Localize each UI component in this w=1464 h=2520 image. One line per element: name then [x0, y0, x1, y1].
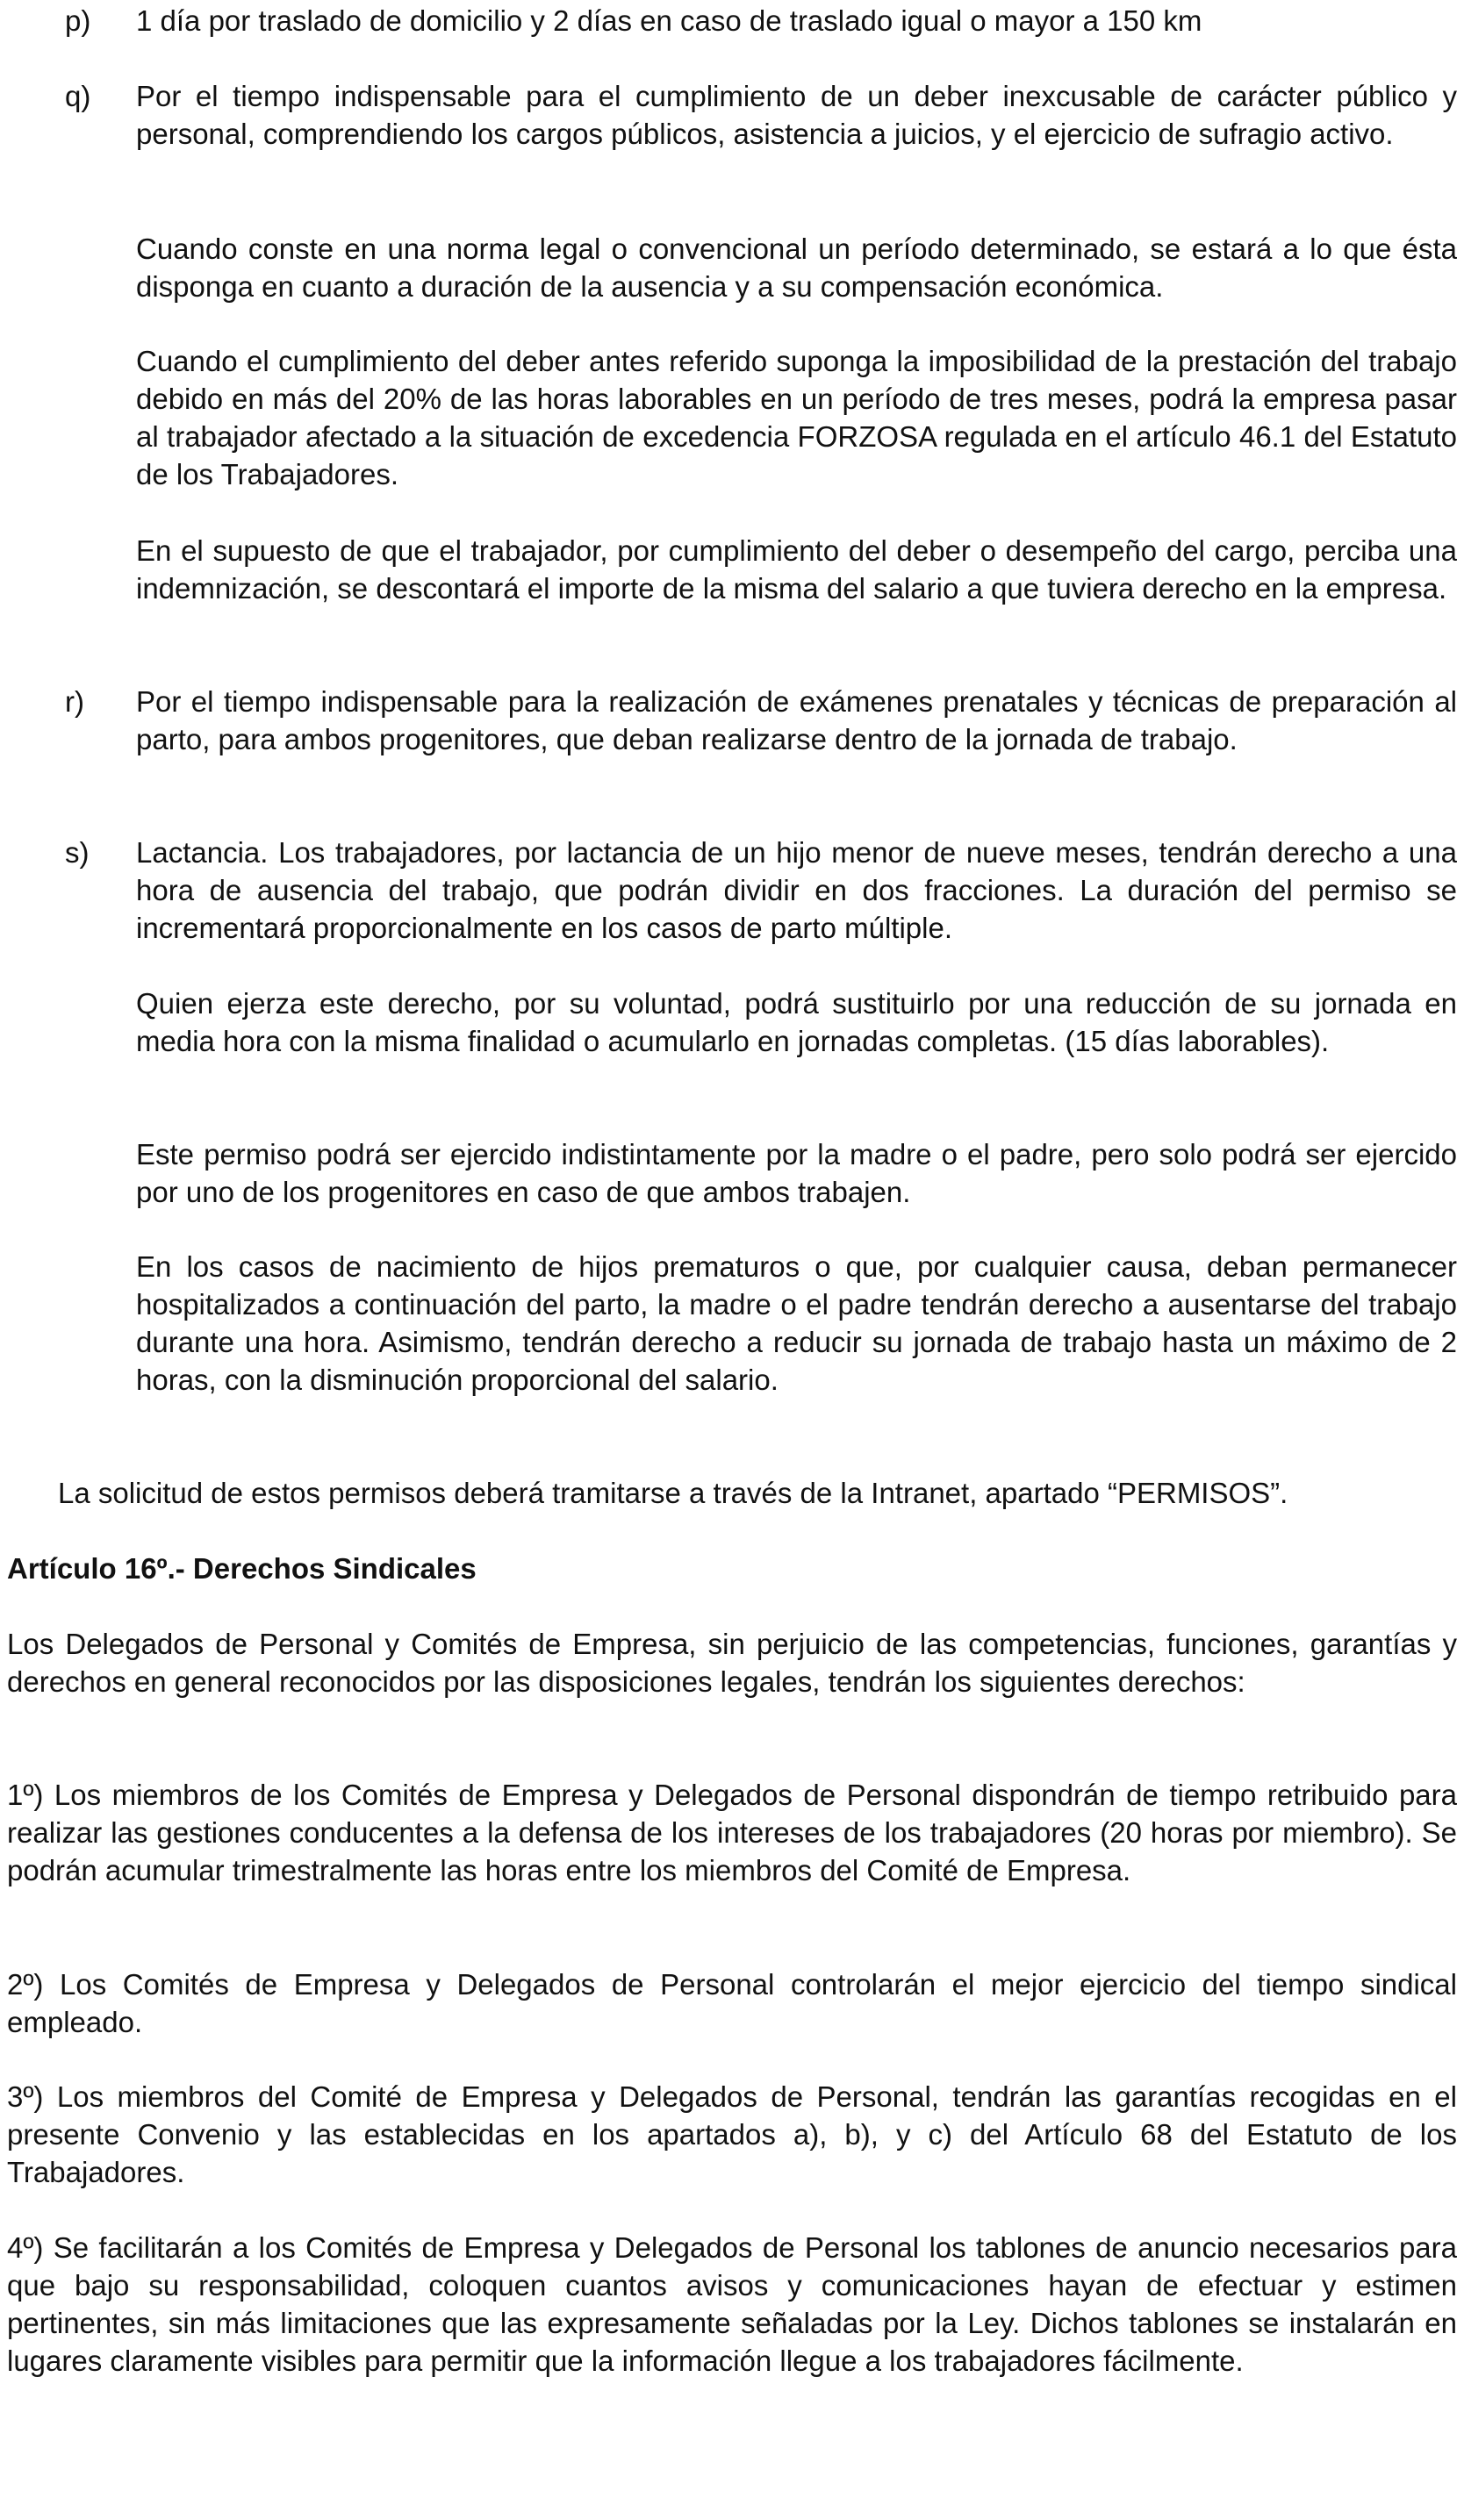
paragraph: Cuando conste en una norma legal o convencional un período determinado, se estará a lo que ésta disponga en cuanto a duración de la ausencia y a su compensación económica. [136, 233, 1457, 303]
article-point-2: 2º) Los Comités de Empresa y Delegados de Personal controlarán el mejor ejercicio del tiempo sindical empleado. [7, 1968, 1457, 2038]
list-item-text: Por el tiempo indispensable para el cumplimiento de un deber inexcusable de carácter público y personal, comprendiendo los cargos públicos, asistencia a juicios, y el ejercicio de sufragio activo. [136, 80, 1457, 150]
paragraph: En el supuesto de que el trabajador, por cumplimiento del deber o desempeño del cargo, perciba una indemnización, se descontará el importe de la misma del salario a que tuviera derecho en la empresa. [136, 534, 1457, 605]
article-point-1: 1º) Los miembros de los Comités de Empresa y Delegados de Personal dispondrán de tiempo retribuido para realizar las gestiones conducentes a la defensa de los intereses de los trabajadores (20 horas por miembro). Se podrán acumular trimestralmente las horas entre los miembros del Comité de Empresa. [7, 1779, 1457, 1886]
list-item-marker: q) [65, 80, 91, 112]
paragraph: Quien ejerza este derecho, por su voluntad, podrá sustituirlo por una reducción de su jornada en media hora con la misma finalidad o acumularlo en jornadas completas. (15 días laborables). [136, 987, 1457, 1057]
article-point-4: 4º) Se facilitarán a los Comités de Empresa y Delegados de Personal los tablones de anuncio necesarios para que bajo su responsabilidad, coloquen cuantos avisos y comunicaciones hayan de efectuar y estimen pertinentes, sin más limitaciones que las expresamente señaladas por la Ley. Dichos tablones se instalarán en lugares claramente visibles para permitir que la información llegue a los trabajadores fácilmente. [7, 2231, 1457, 2377]
paragraph: Este permiso podrá ser ejercido indistintamente por la madre o el padre, pero solo podrá ser ejercido por uno de los progenitores en caso de que ambos trabajen. [136, 1138, 1457, 1208]
list-item-text: Lactancia. Los trabajadores, por lactancia de un hijo menor de nueve meses, tendrán derecho a una hora de ausencia del trabajo, que podrán dividir en dos fracciones. La duración del permiso se incrementará proporcionalmente en los casos de parto múltiple. [136, 836, 1457, 944]
list-item-marker: s) [65, 836, 90, 869]
list-item-text: Por el tiempo indispensable para la realización de exámenes prenatales y técnicas de preparación al parto, para ambos progenitores, que deban realizarse dentro de la jornada de trabajo. [136, 685, 1457, 755]
paragraph: Cuando el cumplimiento del deber antes referido suponga la imposibilidad de la prestación del trabajo debido en más del 20% de las horas laborables en un período de tres meses, podrá la empresa pasar al trabajador afectado a la situación de excedencia FORZOSA regulada en el artículo 46.1 del Estatuto de los Trabajadores. [136, 345, 1457, 490]
article-heading: Artículo 16º.- Derechos Sindicales [7, 1552, 477, 1585]
article-intro: Los Delegados de Personal y Comités de Empresa, sin perjuicio de las competencias, funciones, garantías y derechos en general reconocidos por las disposiciones legales, tendrán los siguientes derechos: [7, 1628, 1457, 1698]
paragraph: En los casos de nacimiento de hijos prematuros o que, por cualquier causa, deban permanecer hospitalizados a continuación del parto, la madre o el padre tendrán derecho a ausentarse del trabajo durante una hora. Asimismo, tendrán derecho a reducir su jornada de trabajo hasta un máximo de 2 horas, con la disminución proporcional del salario. [136, 1250, 1457, 1396]
list-item-text: 1 día por traslado de domicilio y 2 días en caso de traslado igual o mayor a 150 km [136, 4, 1202, 37]
list-item-marker: r) [65, 685, 84, 718]
article-point-3: 3º) Los miembros del Comité de Empresa y Delegados de Personal, tendrán las garantías recogidas en el presente Convenio y las establecidas en los apartados a), b), y c) del Artículo 68 del Estatuto de los Trabajadores. [7, 2080, 1457, 2188]
list-item-marker: p) [65, 4, 91, 37]
closing-note: La solicitud de estos permisos deberá tramitarse a través de la Intranet, apartado “PERMISOS”. [58, 1477, 1288, 1509]
